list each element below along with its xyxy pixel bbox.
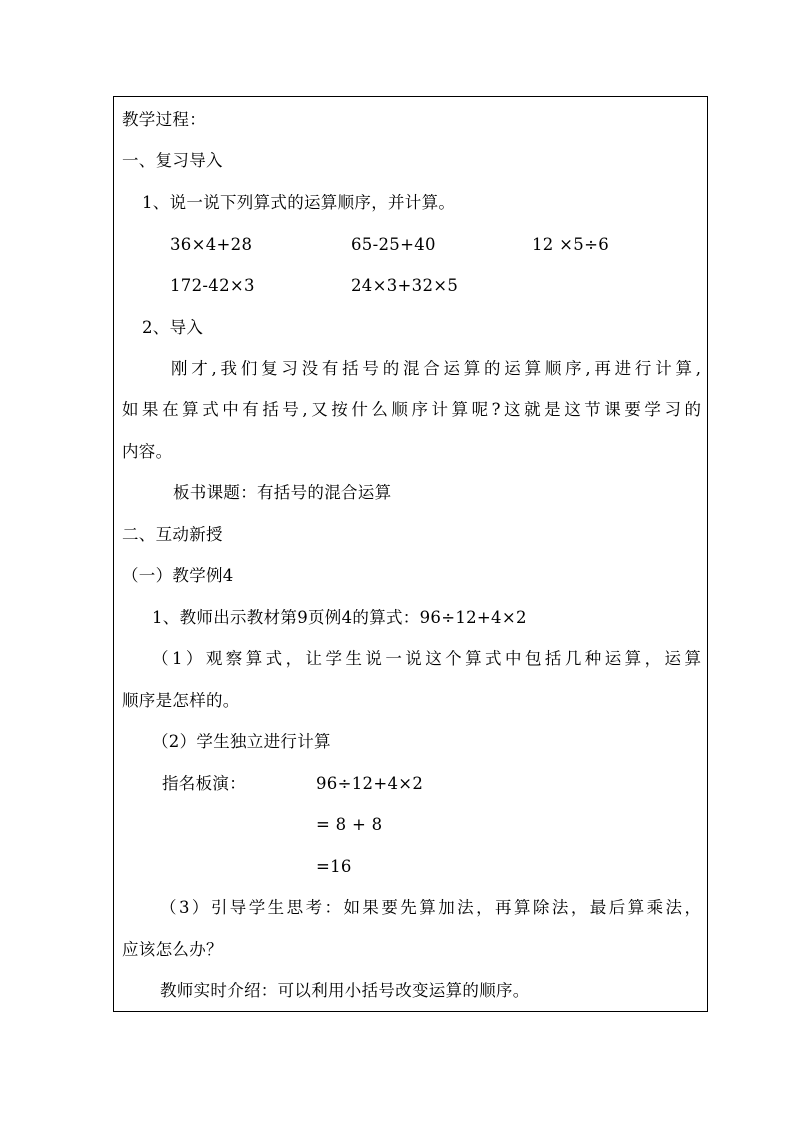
calc-line3: =16	[316, 857, 352, 876]
section2-subtitle: （一）教学例4	[122, 566, 234, 585]
section1-item1: 1、说一说下列算式的运算顺序，并计算。	[142, 193, 456, 212]
board-demo-label: 指名板演：	[162, 774, 246, 793]
step3-line1: （3）引导学生思考：如果要先算加法，再算除法，最后算乘法，	[160, 898, 701, 917]
step2: （2）学生独立进行计算	[152, 732, 331, 751]
section1-item2: 2、导入	[142, 318, 204, 337]
step3-line2: 应该怎么办？	[122, 940, 223, 959]
intro-paragraph-line3: 内容。	[122, 442, 173, 461]
expression-2-1: 172-42×3	[170, 276, 255, 295]
heading-teaching-process: 教学过程：	[122, 110, 206, 129]
intro-paragraph-line2: 如果在算式中有括号,又按什么顺序计算呢?这就是这节课要学习的	[122, 400, 701, 419]
section1-title: 一、复习导入	[122, 151, 223, 170]
expression-2-2: 24×3+32×5	[351, 276, 459, 295]
step1-line1: （1）观察算式，让学生说一说这个算式中包括几种运算，运算	[152, 649, 701, 668]
board-title: 板书课题：有括号的混合运算	[173, 483, 392, 502]
expression-1-1: 36×4+28	[170, 235, 253, 254]
teacher-intro: 教师实时介绍：可以利用小括号改变运算的顺序。	[160, 981, 530, 1000]
calc-line2: = 8 + 8	[316, 815, 383, 834]
expression-1-3: 12 ×5÷6	[532, 235, 609, 254]
step1-line2: 顺序是怎样的。	[122, 691, 240, 710]
section2-title: 二、互动新授	[122, 525, 223, 544]
section2-item1: 1、教师出示教材第9页例4的算式：96÷12+4×2	[152, 608, 527, 627]
calc-line1: 96÷12+4×2	[316, 774, 424, 793]
expression-1-2: 65-25+40	[351, 235, 436, 254]
lesson-content-frame	[113, 96, 708, 1012]
intro-paragraph-line1: 刚才,我们复习没有括号的混合运算的运算顺序,再进行计算,	[171, 359, 701, 378]
